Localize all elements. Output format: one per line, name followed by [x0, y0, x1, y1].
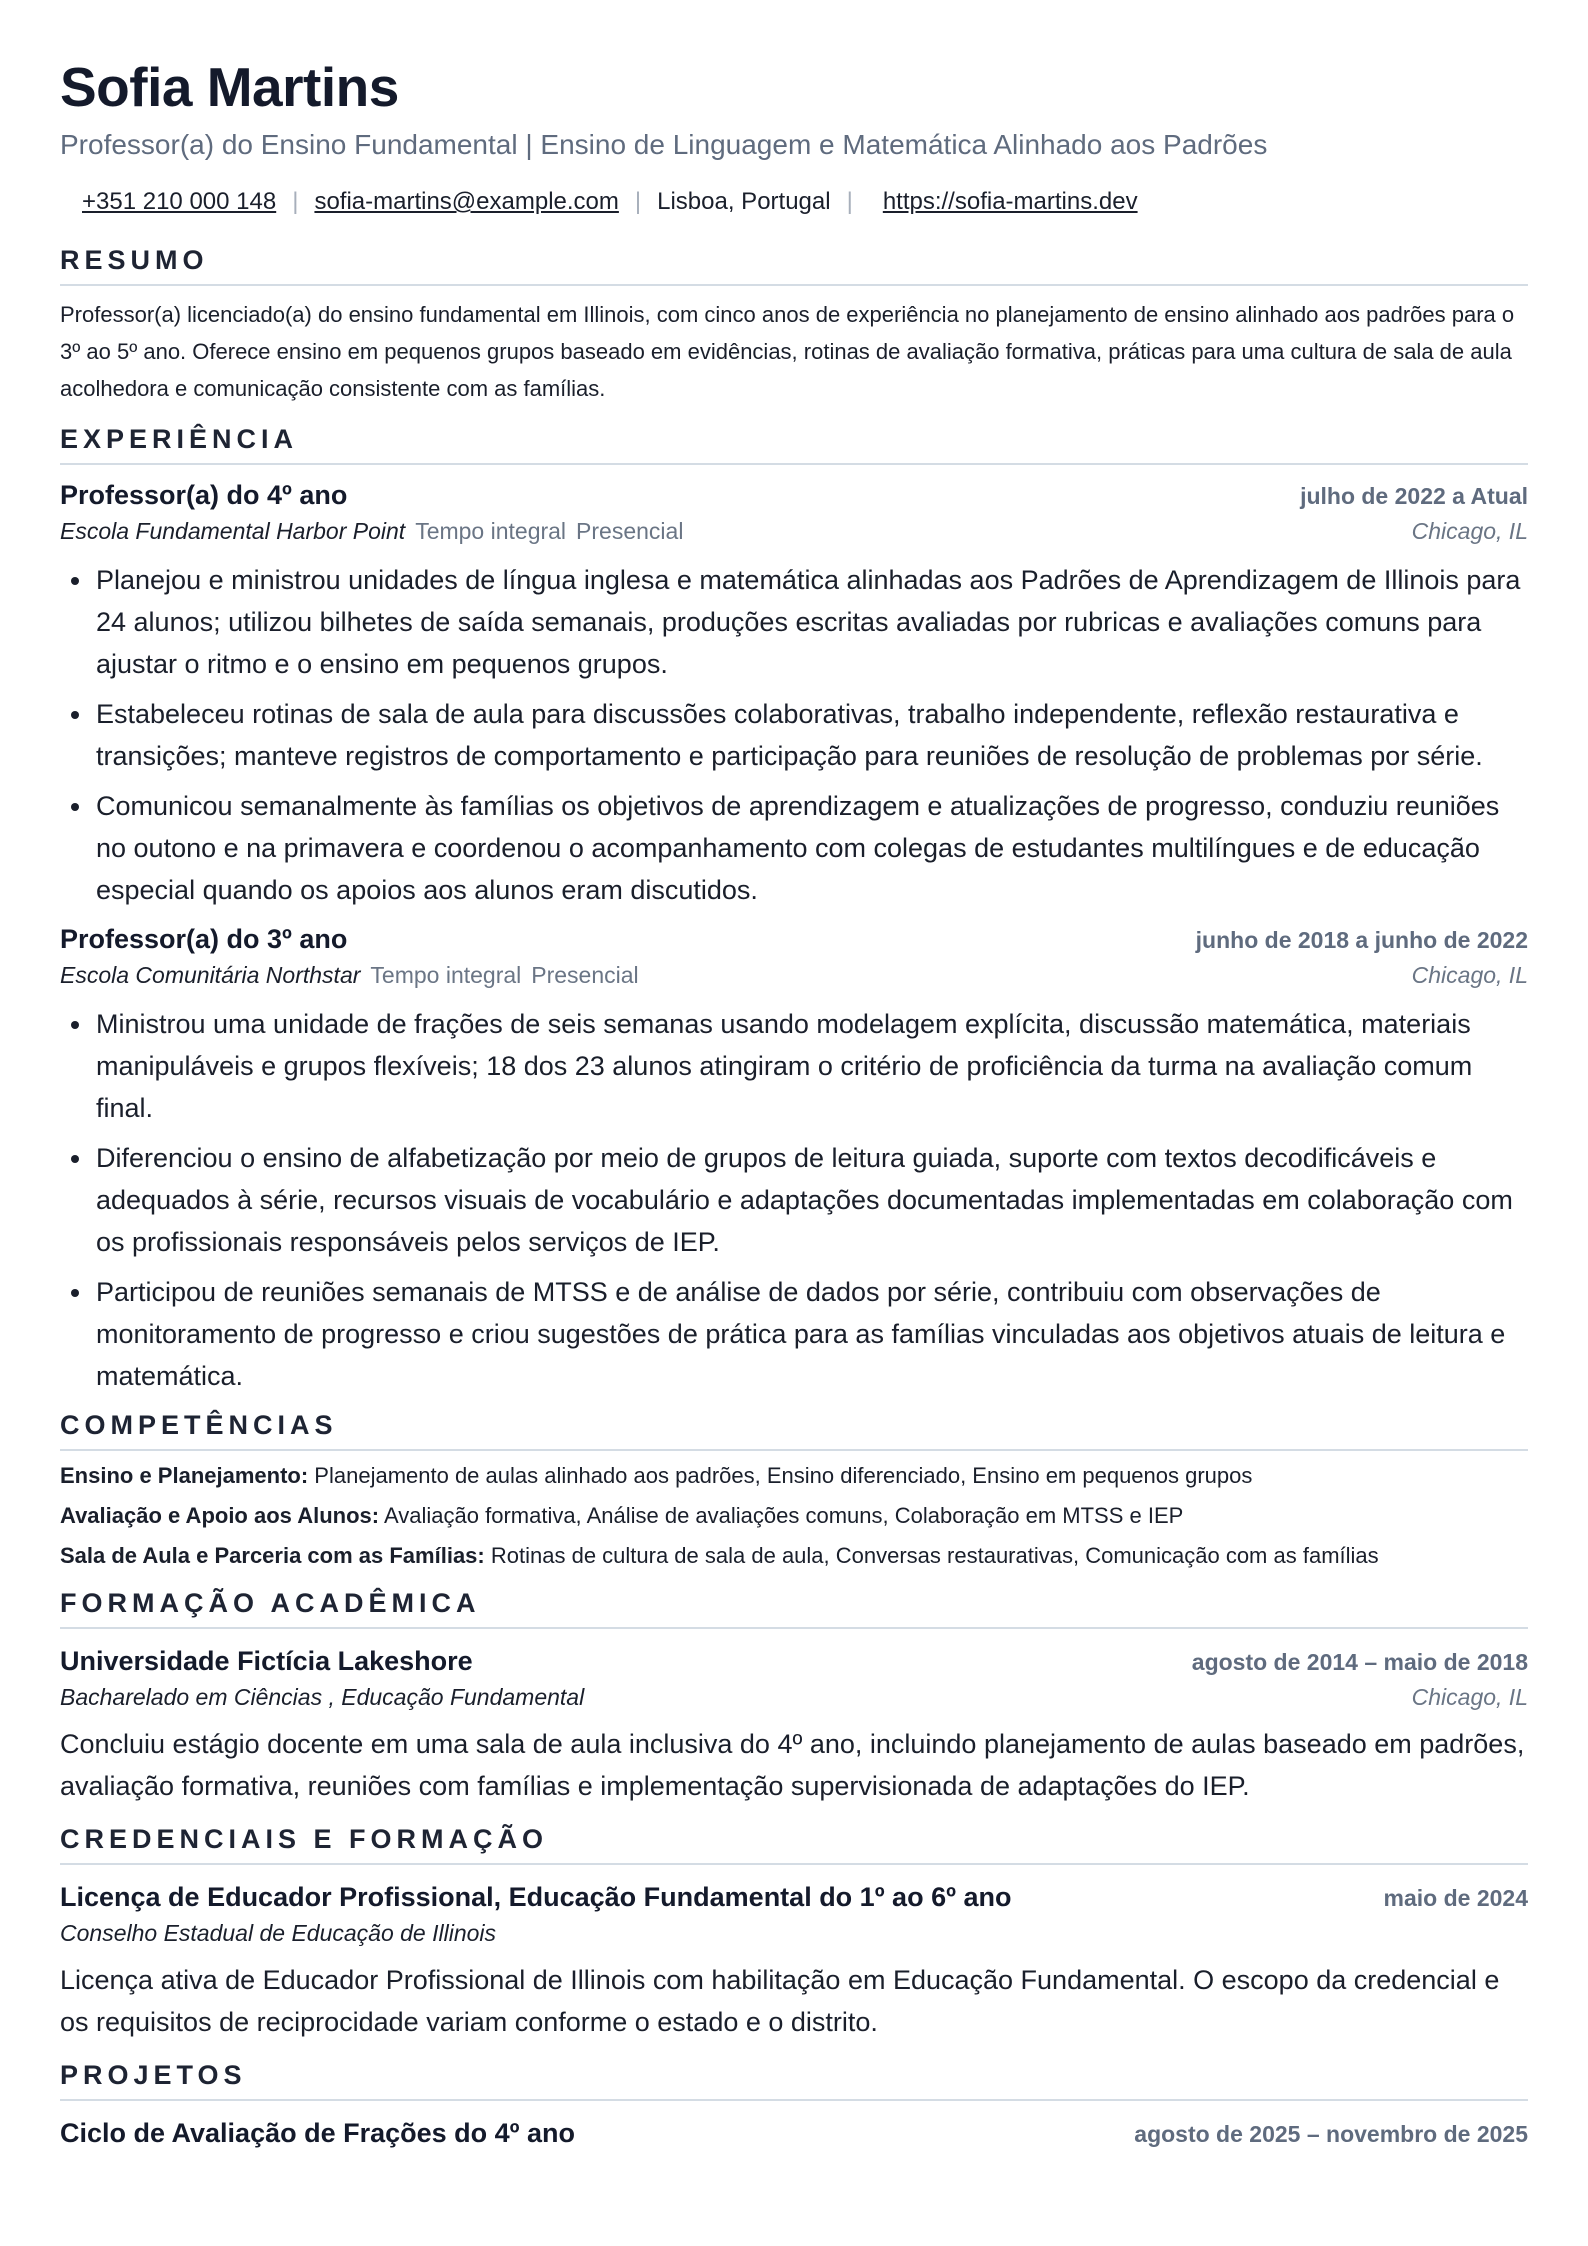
section-title-skills: COMPETÊNCIAS: [60, 1407, 1528, 1451]
skill-row: [60, 1541, 1528, 1571]
job-dates: junho de 2018 a junho de 2022: [1195, 927, 1528, 953]
credential-date: maio de 2024: [1383, 1885, 1528, 1911]
project-dates: agosto de 2025 – novembro de 2025: [1134, 2121, 1528, 2147]
skill-label: Avaliação e Apoio aos Alunos:: [60, 1503, 380, 1528]
location-text: Lisboa, Portugal: [657, 188, 831, 215]
skill-row: [60, 1501, 1528, 1531]
job-title: Professor(a) do 4º ano: [60, 480, 348, 510]
job-mode: Presencial: [531, 962, 639, 988]
section-title-summary: RESUMO: [60, 242, 1528, 286]
separator: |: [634, 188, 642, 215]
job-mode: Presencial: [576, 518, 684, 544]
education-dates: agosto de 2014 – maio de 2018: [1191, 1649, 1528, 1675]
bullet-item: • Comunicou semanalmente às famílias os objetivos de aprendizagem e atualizações de progresso, conduziu reuniões no outono e na primavera e coordenou o acompanhamento com colegas de estudantes multilíngues e de educação especial quando os apoios aos alunos eram discutidos.: [94, 785, 1528, 911]
skill-value: Rotinas de cultura de sala de aula, Conversas restaurativas, Comunicação com as famílias: [490, 1543, 1379, 1568]
project-entry: [60, 2115, 1528, 2151]
credential-description: Licença ativa de Educador Profissional de Illinois com habilitação em Educação Fundamental. O escopo da credencial e os requisitos de reciprocidade variam conforme o estado e o distrito.: [60, 1965, 1500, 2037]
phone-link[interactable]: +351 210 000 148: [82, 188, 277, 215]
credential-entry: [60, 1879, 1528, 2043]
summary-text: Professor(a) licenciado(a) do ensino fundamental em Illinois, com cinco anos de experiência no planejamento de ensino alinhado aos padrões para o 3º ao 5º ano. Oferece ensino em pequenos grupos baseado em evidências, rotinas de avaliação formativa, práticas para uma cultura de sala de aula acolhedora e comunicação consistente com as famílias.: [60, 302, 1515, 401]
job-org: Escola Comunitária Northstar: [60, 962, 361, 988]
skill-value: Avaliação formativa, Análise de avaliações comuns, Colaboração em MTSS e IEP: [383, 1503, 1184, 1528]
separator: |: [846, 188, 853, 215]
contact-bar: [60, 186, 1528, 218]
bullet-item: • Estabeleceu rotinas de sala de aula para discussões colaborativas, trabalho independente, reflexão restaurativa e transições; manteve registros de comportamento e participação para reuniões de resolução de problemas por série.: [94, 693, 1528, 777]
headline: Professor(a) do Ensino Fundamental | Ensino de Linguagem e Matemática Alinhado aos Padrões: [60, 129, 1268, 160]
job-dates: julho de 2022 a Atual: [1300, 483, 1528, 509]
credential-issuer: Conselho Estadual de Educação de Illinois: [60, 1920, 497, 1946]
email-link[interactable]: sofia-martins@example.com: [314, 188, 619, 215]
skill-label: Sala de Aula e Parceria com as Famílias:: [60, 1543, 485, 1568]
job-type: Tempo integral: [415, 518, 567, 544]
skill-value: Planejamento de aulas alinhado aos padrões, Ensino diferenciado, Ensino em pequenos grupos: [314, 1463, 1253, 1488]
skill-label: Ensino e Planejamento:: [60, 1463, 309, 1488]
candidate-name: Sofia Martins: [60, 56, 399, 118]
job-org: Escola Fundamental Harbor Point: [60, 518, 406, 544]
separator: |: [292, 188, 299, 215]
education-entry: [60, 1643, 1528, 1807]
job-entry: [60, 477, 1528, 911]
section-title-projects: PROJETOS: [60, 2057, 1528, 2101]
skill-row: [60, 1461, 1528, 1491]
education-location: Chicago, IL: [1411, 1684, 1528, 1710]
bullet-item: • Diferenciou o ensino de alfabetização por meio de grupos de leitura guiada, suporte com textos decodificáveis e adequados à série, recursos visuais de vocabulário e adaptações documentadas implementadas em colaboração com os profissionais responsáveis pelos serviços de IEP.: [94, 1137, 1528, 1263]
job-bullets: [60, 1003, 1528, 1397]
section-title-credentials: CREDENCIAIS E FORMAÇÃO: [60, 1821, 1528, 1865]
bullet-item: • Ministrou uma unidade de frações de seis semanas usando modelagem explícita, discussão matemática, materiais manipuláveis e grupos flexíveis; 18 dos 23 alunos atingiram o critério de proficiência da turma na avaliação comum final.: [94, 1003, 1528, 1129]
job-title: Professor(a) do 3º ano: [60, 924, 348, 954]
bullet-item: • Participou de reuniões semanais de MTSS e de análise de dados por série, contribuiu com observações de monitoramento de progresso e criou sugestões de prática para as famílias vinculadas aos objetivos atuais de leitura e matemática.: [94, 1271, 1528, 1397]
job-type: Tempo integral: [370, 962, 522, 988]
section-title-experience: EXPERIÊNCIA: [60, 421, 1528, 465]
job-location: Chicago, IL: [1411, 962, 1528, 988]
school-name: Universidade Fictícia Lakeshore: [60, 1646, 473, 1676]
section-title-education: FORMAÇÃO ACADÊMICA: [60, 1585, 1528, 1629]
education-description: Concluiu estágio docente em uma sala de aula inclusiva do 4º ano, incluindo planejamento de aulas baseado em padrões, avaliação formativa, reuniões com famílias e implementação supervisionada de adaptações do IEP.: [60, 1729, 1525, 1801]
credential-name: Licença de Educador Profissional, Educação Fundamental do 1º ao 6º ano: [60, 1882, 1012, 1912]
project-name: Ciclo de Avaliação de Frações do 4º ano: [60, 2118, 576, 2148]
degree: Bacharelado em Ciências , Educação Fundamental: [60, 1684, 585, 1710]
job-entry: [60, 921, 1528, 1397]
website-link[interactable]: https://sofia-martins.dev: [882, 188, 1138, 215]
bullet-item: • Planejou e ministrou unidades de língua inglesa e matemática alinhadas aos Padrões de Aprendizagem de Illinois para 24 alunos; utilizou bilhetes de saída semanais, produções escritas avaliadas por rubricas e avaliações comuns para ajustar o ritmo e o ensino em pequenos grupos.: [94, 559, 1528, 685]
job-bullets: [60, 559, 1528, 911]
job-location: Chicago, IL: [1411, 518, 1528, 544]
